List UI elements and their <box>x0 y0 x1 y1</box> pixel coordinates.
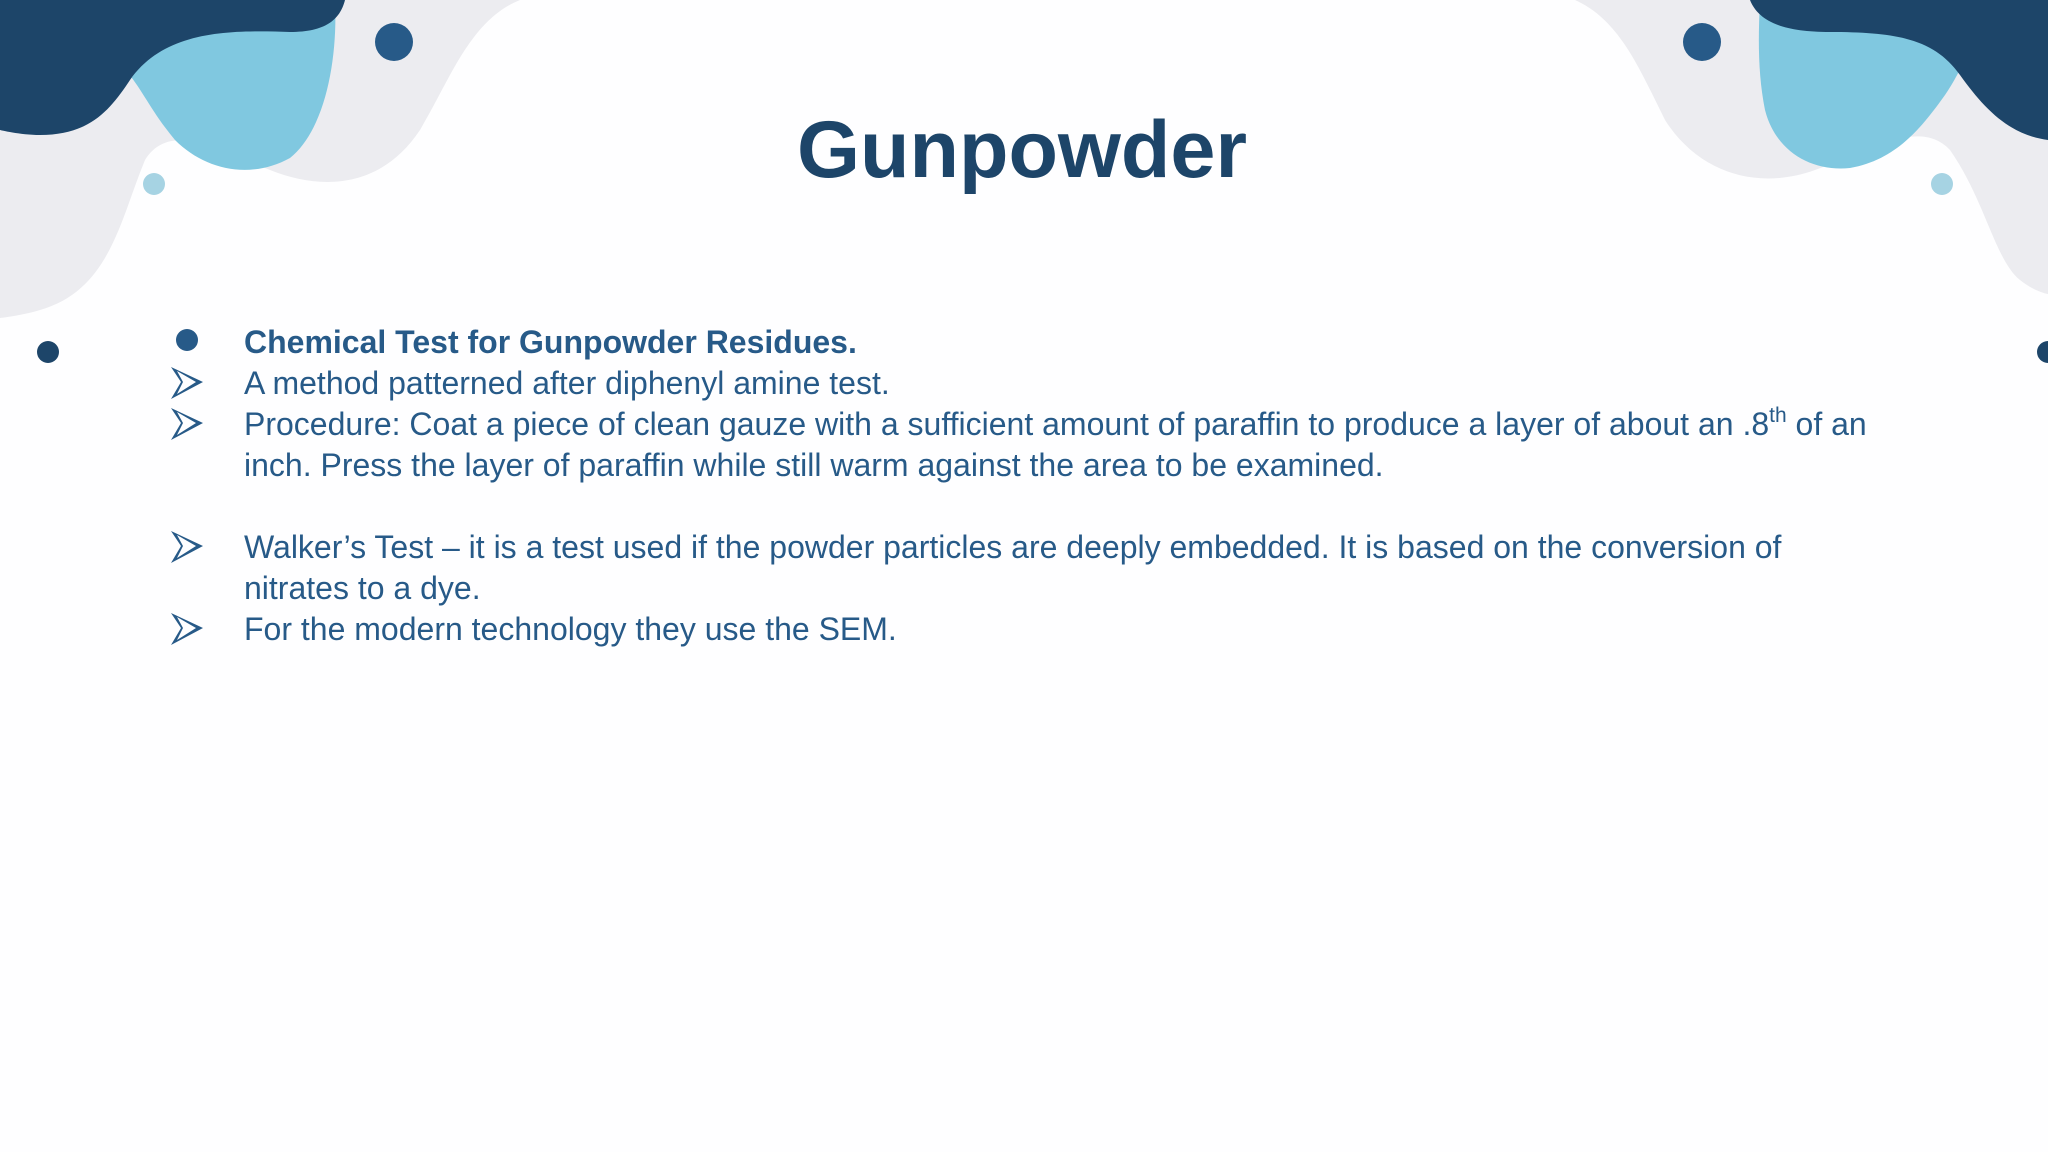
decor-dot <box>1683 23 1721 61</box>
bullet-item <box>244 609 1894 650</box>
arrowhead-bullet-icon <box>169 527 209 568</box>
bullet-text: Chemical Test for Gunpowder Residues. <box>244 324 857 360</box>
decor-dot <box>37 341 59 363</box>
bullet-item <box>244 527 1894 609</box>
bullet-item <box>244 322 1894 363</box>
arrowhead-bullet-icon <box>169 609 209 650</box>
decor-dot <box>375 23 413 61</box>
bullet-item <box>244 363 1894 404</box>
arrowhead-bullet-icon <box>169 363 209 404</box>
bullet-text-continued: of an inch. Press the layer of paraffin while still warm against the area to be examined. <box>244 406 1867 483</box>
bullet-text: A method patterned after diphenyl amine test. <box>244 365 890 401</box>
bullet-text: Walker’s Test – it is a test used if the powder particles are deeply embedded. It is based on the conversion of nitrates to a dye. <box>244 529 1782 606</box>
decor-dot <box>2037 341 2048 363</box>
arrowhead-bullet-icon <box>169 404 209 445</box>
bullet-text: Procedure: Coat a piece of clean gauze with a sufficient amount of paraffin to produce a layer of about an .8 <box>244 406 1770 442</box>
bullet-item <box>244 404 1894 486</box>
superscript: th <box>1769 404 1787 427</box>
slide-title: Gunpowder <box>797 105 1247 195</box>
bullet-list <box>244 322 1894 650</box>
bullet-text: For the modern technology they use the SEM. <box>244 611 897 647</box>
filled-circle-bullet-icon <box>169 322 209 363</box>
